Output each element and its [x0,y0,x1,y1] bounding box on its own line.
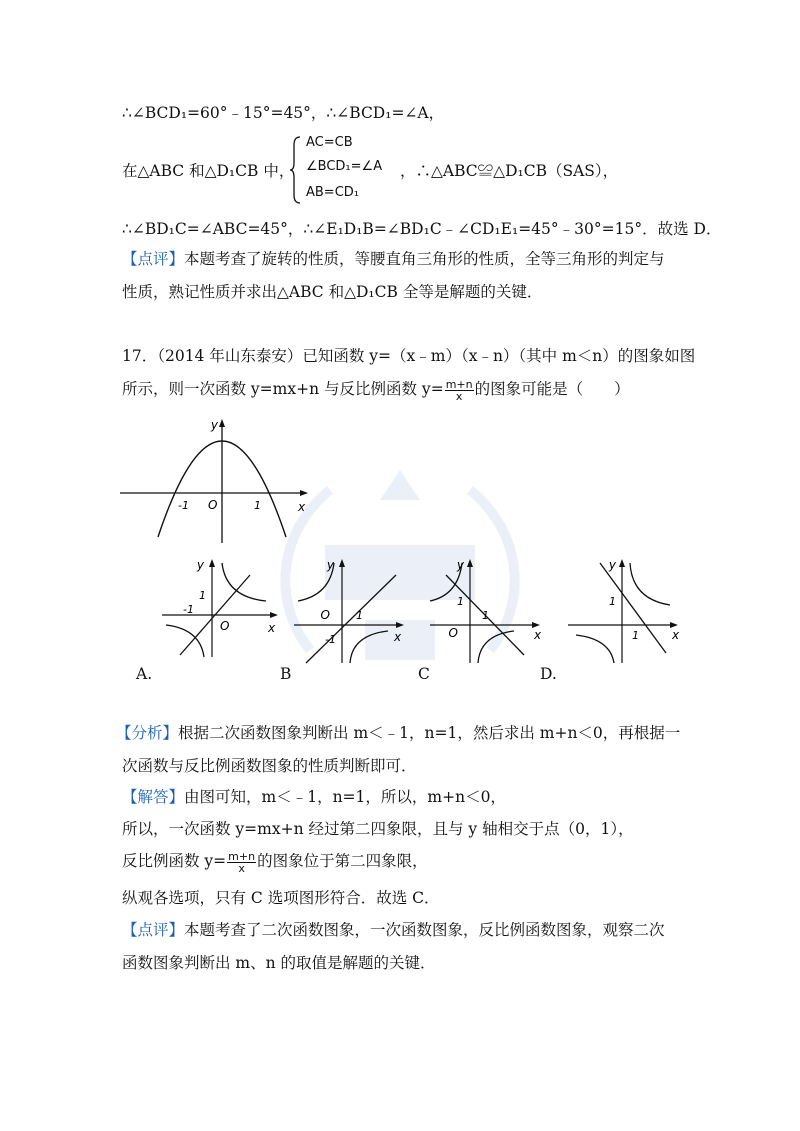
y-axis-label: y [210,418,218,432]
option-c-graph [428,555,553,665]
answer-line-1 [122,786,506,808]
origin-label: O [208,498,218,512]
analysis-line-1 [116,722,680,744]
solution-line-3: ∴∠BD₁C=∠ABC=45°，∴∠E₁D₁B=∠BD₁C﹣∠CD₁E₁=45°﹣30°=15°．故选 D． [122,220,722,238]
svg-text:O: O [448,626,458,640]
system-eq-3: AB=CD₁ [306,185,360,200]
option-a-graph [160,555,285,660]
answer-line-3-lead: 反比例函数 y= [122,852,227,870]
review-line-2: 函数图象判断出 m、n 的取值是解题的关键． [122,954,436,972]
option-d-graph [566,555,691,665]
svg-text:-1: -1 [183,603,194,616]
answer-line-3 [122,850,428,874]
answer-fraction-denominator: x [238,861,245,875]
svg-text:x: x [268,621,276,635]
system-brace [290,135,302,205]
answer-line-2: 所以，一次函数 y=mx+n 经过第二四象限，且与 y 轴相交于点（0，1）， [122,820,634,838]
svg-text:O: O [220,619,230,633]
question-line-2 [122,378,630,402]
answer-line-4: 纵观各选项，只有 C 选项图形符合．故选 C． [122,889,440,907]
option-b-line [306,575,396,663]
comment-text-1: 本题考查了旋转的性质，等腰直角三角形的性质，全等三角形的判定与 [184,250,665,268]
answer-tag: 【解答】 [122,788,185,806]
fraction-numerator: m+n [445,377,473,391]
answer-fraction-numerator: m+n [228,849,256,863]
svg-text:x: x [534,628,542,642]
system-eq-1: AC=CB [306,135,353,150]
svg-text:1: 1 [632,629,639,642]
solution-line-1: ∴∠BCD₁=60°﹣15°=45°，∴∠BCD₁=∠A， [122,104,445,122]
analysis-line-2: 次函数与反比例函数图象的性质判断即可． [122,757,417,775]
solution-line-2-tail: ，∴△ABC≌△D₁CB（SAS）， [400,162,619,180]
svg-text:1: 1 [199,589,206,602]
x-axis-arrow [300,490,308,496]
x-axis-label: x [298,500,306,514]
review-line-1 [122,919,665,941]
svg-text:1: 1 [482,609,489,622]
analysis-text-1: 根据二次函数图象判断出 m＜﹣1，n=1，然后求出 m+n＜0，再根据一 [178,724,681,742]
svg-text:-1: -1 [325,633,336,646]
option-d-hyperbola-2 [576,635,614,663]
svg-text:x: x [394,630,402,644]
tick-neg1-label: -1 [178,499,189,512]
option-a-hyperbola-2 [166,625,204,657]
solution-line-2-lead: 在△ABC 和△D₁CB 中， [122,162,295,180]
svg-text:x: x [672,628,680,642]
option-b-graph [292,555,417,665]
comment-tag: 【点评】 [122,250,185,268]
tick-1-label: 1 [254,499,261,512]
parabola-figure [118,415,318,545]
comment-line-1 [122,248,665,270]
option-d-label: D. [540,665,557,683]
option-b-label: B [280,665,292,683]
option-c-hyperbola-2 [478,631,514,663]
fraction-denominator: x [455,389,463,403]
y-axis-arrow [219,419,225,427]
svg-text:y: y [196,558,204,572]
svg-text:1: 1 [609,595,616,608]
question-line-1: 17．（2014 年山东泰安）已知函数 y=（x﹣m）（x﹣n）（其中 m＜n）的图象如图 [122,347,696,365]
question-fraction [445,379,474,402]
review-tag: 【点评】 [122,921,185,939]
option-a-label: A. [136,665,153,683]
svg-text:y: y [326,558,334,572]
svg-text:y: y [456,558,464,572]
option-c-label: C [418,665,430,683]
question-line-2-lead: 所示，则一次函数 y=mx+n 与反比例函数 y= [122,380,444,398]
system-eq-2: ∠BCD₁=∠A [306,159,383,174]
option-d-hyperbola-1 [630,563,670,605]
comment-line-2: 性质，熟记性质并求出△ABC 和△D₁CB 全等是解题的关键． [122,283,543,301]
question-line-2-tail: 的图象可能是（ ） [474,380,630,398]
answer-fraction [227,851,256,874]
answer-line-3-tail: 的图象位于第二四象限， [257,852,428,870]
svg-text:O: O [320,608,330,622]
review-text-1: 本题考查了二次函数图象，一次函数图象，反比例函数图象，观察二次 [184,921,665,939]
answer-text-1: 由图可知，m＜﹣1，n=1，所以，m+n＜0， [184,788,506,806]
svg-text:1: 1 [457,595,464,608]
option-b-hyperbola-2 [350,631,388,663]
analysis-tag: 【分析】 [116,724,179,742]
svg-text:y: y [608,558,616,572]
svg-text:1: 1 [356,609,363,622]
